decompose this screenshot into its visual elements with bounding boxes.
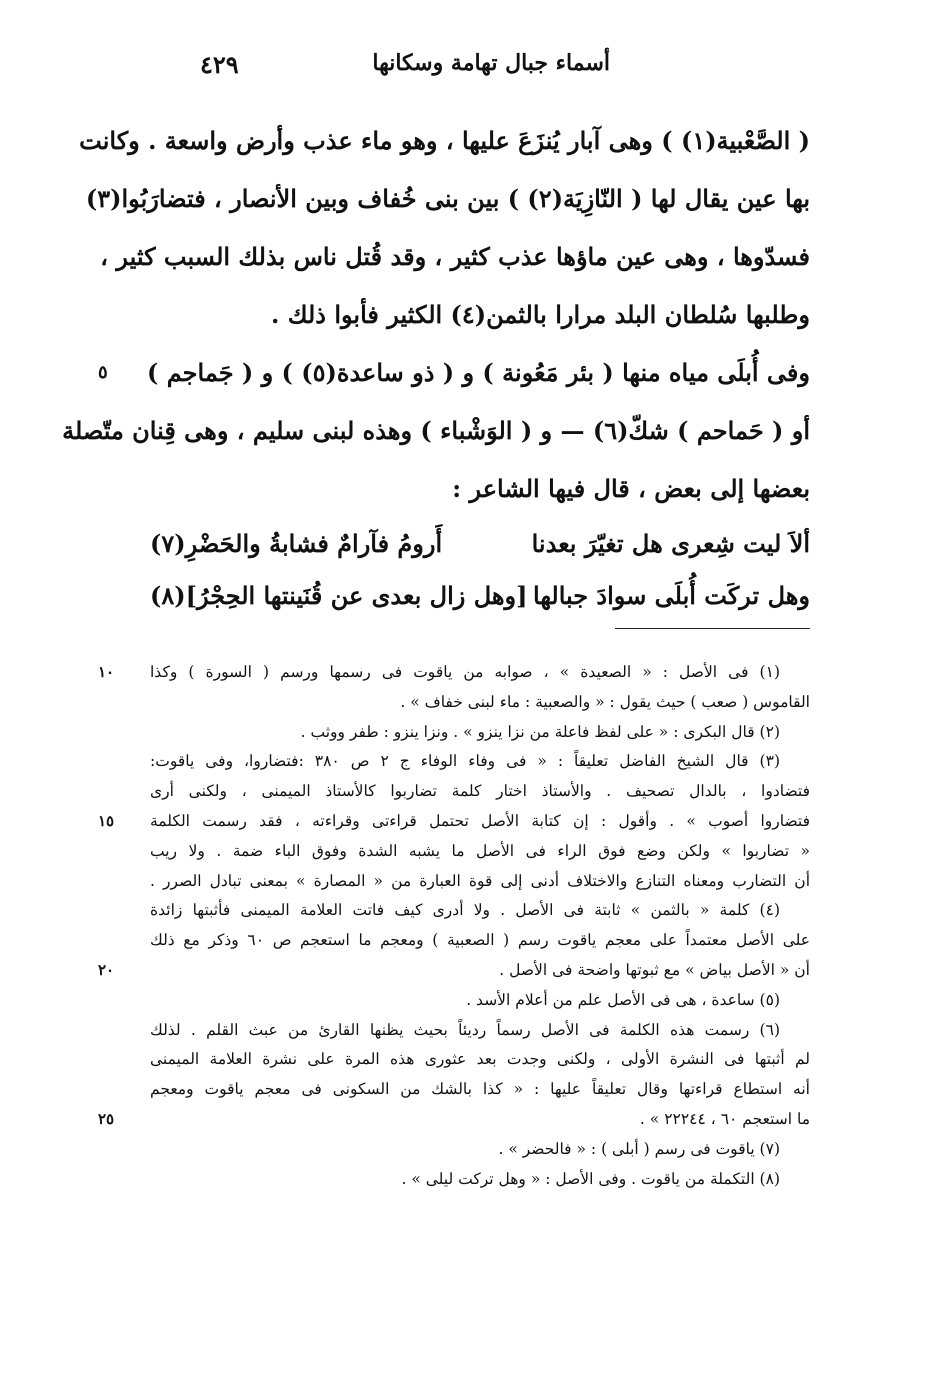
- main-text: [62, 112, 810, 622]
- page-header: [150, 50, 810, 90]
- footnote-line: أن « الأصل بياض » مع ثبوتها واضحة فى الأصل .: [499, 960, 810, 979]
- page-number: ٤٢٩: [200, 50, 239, 79]
- footnote-line: فتضاروا أصوب » . وأقول : إن كتابة الأصل تحتمل قراءتى وقراءته ، فقد رسمت الكلمة: [150, 811, 810, 830]
- footnote-line: على الأصل معتمداً على معجم ياقوت رسم ( الصعبية ) ومعجم ما استعجم ص ٦٠ وذكر مع ذلك: [150, 931, 810, 950]
- verse-first-hemistich: وهل تركَت أُبلَى سوادَ جبالها: [533, 581, 810, 610]
- footnote-line: أن التضارب ومعناه التنازع والاختلاف أدنى إلى قوة العبارة من « المصارة » بمعنى تبادل الصرر .: [150, 871, 810, 890]
- text-line: أو ( حَماحم ) شكّ(٦) — و ( الوَشْباء ) وهذه لبنى سليم ، وهى قِنان متّصلة: [62, 416, 810, 445]
- footnote-line: (٤) كلمة « بالثمن » ثابتة فى الأصل . ولا أدرى كيف فاتت العلامة الميمنى فأثبتها زائدة: [150, 901, 780, 920]
- footnote-line: (٧) ياقوت فى رسم ( أبلى ) : « فالحضر » .: [498, 1139, 780, 1158]
- footnote-line: (٨) التكملة من ياقوت . وفى الأصل : « وهل تركت ليلى » .: [401, 1169, 780, 1188]
- footnotes: [98, 658, 810, 1194]
- footnote-line: لم أثبتها فى النشرة الأولى ، ولكنى وجدت بعد عثورى هذه المرة على نشرة العلامة الميمنى: [150, 1050, 810, 1069]
- text-line: وطلبها سُلطان البلد مرارا بالثمن(٤) الكثير فأبوا ذلك .: [271, 300, 810, 329]
- footnote-line: القاموس ( صعب ) حيث يقول : « والصعبية : ماء لبنى خفاف » .: [400, 692, 810, 711]
- poem-verse: [150, 570, 810, 622]
- footnote-line: (٢) قال البكرى : « على لفظ فاعلة من نزا ينزو » . ونزا ينزو : طفر ووثب .: [300, 722, 780, 741]
- text-line: فسدّوها ، وهى عين ماؤها عذب كثير ، وقد قُتل ناس بذلك السبب كثير ،: [100, 242, 810, 271]
- text-line: وفى أُبلَى مياه منها ( بئر مَعُونة ) و ( ذو ساعدة(٥) ) و ( جَماجم ): [147, 358, 810, 387]
- poem-verse: [150, 518, 810, 570]
- verse-second-hemistich: [وهل زال بعدى عن قُنَينتها الحِجْرُ](٨): [150, 581, 528, 610]
- text-line: بها عين يقال لها ( النّازِيَة(٢) ) بين بنى خُفاف وبين الأنصار ، فتضارَبُوا(٣): [85, 184, 810, 213]
- footnote-line: ما استعجم ٦٠ ، ٢٢٢٤٤ » .: [639, 1109, 810, 1128]
- line-number-marker: ١٠: [98, 663, 115, 681]
- verse-first-hemistich: ألاَ ليت شِعرى هل تغيّرَ بعدنا: [531, 529, 810, 558]
- text-line: ( الصَّعْبية(١) ) وهى آبار يُنزَعَ عليها ، وهو ماء عذب وأرض واسعة . وكانت: [79, 126, 810, 155]
- line-number-marker: ٢٥: [98, 1109, 115, 1128]
- footnote-line: « تضاربوا » ولكن وضع فوق الراء فى الأصل ما يشبه الشدة وفوق الباء ضمة . ولا ريب: [150, 841, 810, 860]
- line-number-marker: ٢٠: [98, 960, 115, 979]
- footnote-line: فتضادوا ، بالدال تصحيف . والأستاذ اختار كلمة تضاربوا كالأستاذ الميمنى ، ولكنى أرى: [150, 782, 810, 801]
- footnote-line: أنه استطاع قراءتها وقال تعليقاً عليها : « كذا بالشك من السكونى فى معجم ياقوت ومعجم: [150, 1080, 810, 1099]
- text-line: بعضها إلى بعض ، قال فيها الشاعر :: [452, 474, 810, 503]
- verse-second-hemistich: أَرومُ فآرامٌ فشابةُ والحَضْرِ(٧): [150, 529, 443, 558]
- line-number-marker: ١٥: [98, 811, 115, 830]
- footnote-line: (٦) رسمت هذه الكلمة فى الأصل رسماً رديئاً بحيث يظنها القارئ من عبث القلم . لذلك: [150, 1020, 780, 1039]
- line-number-marker: ٥: [98, 362, 108, 383]
- footnote-line: (٣) قال الشيخ الفاضل تعليقاً : « فى وفاء الوفاء ج ٢ ص ٣٨٠ :فتضاروا، وفى ياقوت:: [150, 752, 780, 771]
- footnote-line: (٥) ساعدة ، هى فى الأصل علم من أعلام الأسد .: [466, 990, 780, 1009]
- running-title: أسماء جبال تهامة وسكانها: [372, 50, 610, 76]
- footnote-line: (١) فى الأصل : « الصعيدة » ، صوابه من ياقوت فى رسمها ورسم ( السورة ) وكذا: [150, 663, 780, 681]
- footnote-separator: [615, 628, 810, 629]
